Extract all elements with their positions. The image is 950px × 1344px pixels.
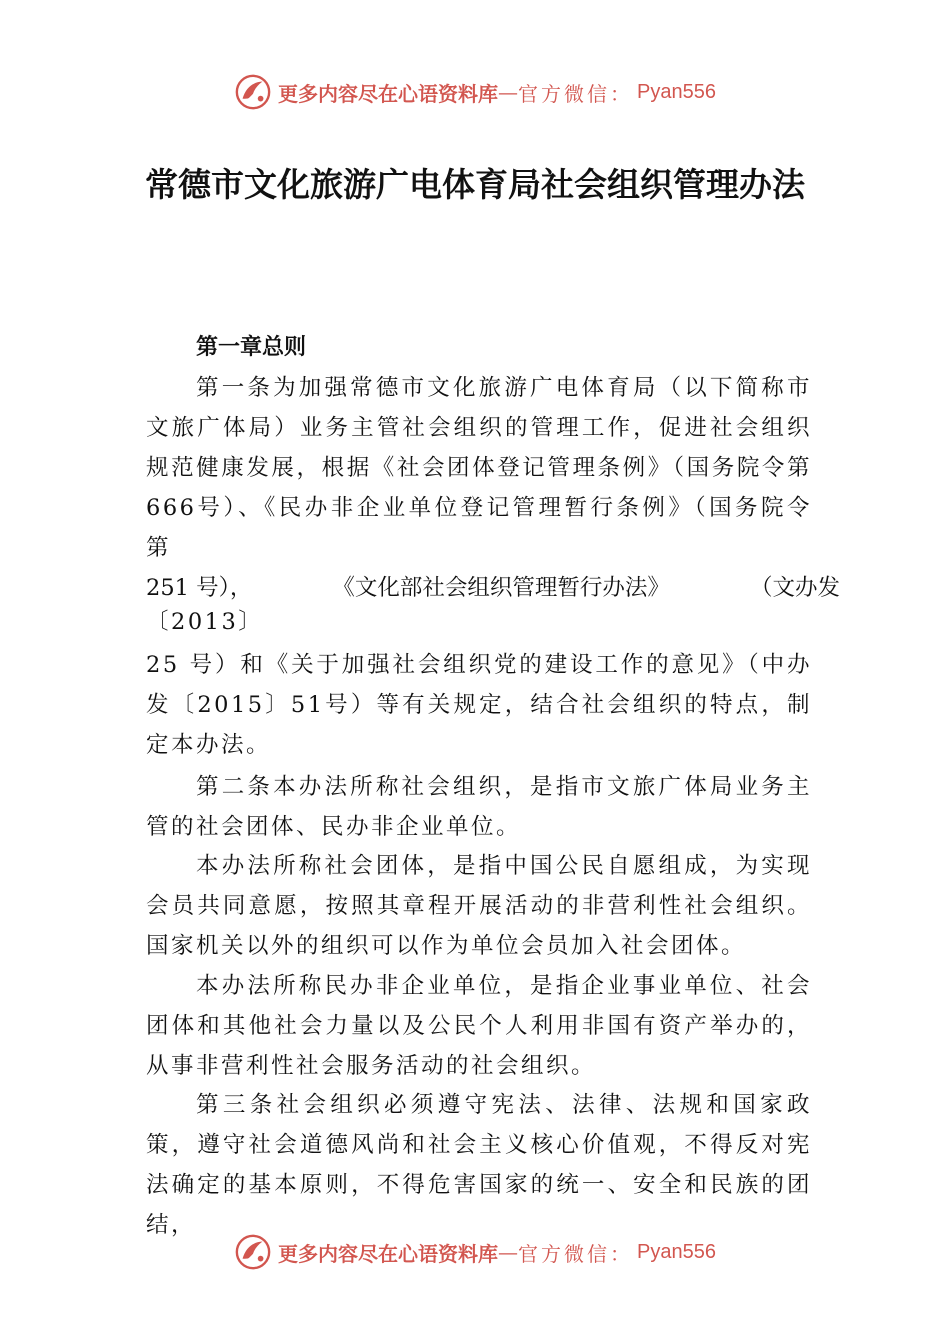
- article-1-line-251-seg-2: 《文化部社会组织管理暂行办法》: [332, 575, 670, 601]
- watermark-dash: —: [498, 80, 519, 104]
- watermark-wechat-id: Pyan556: [637, 1240, 716, 1263]
- chapter-heading: 第一章总则: [196, 335, 307, 360]
- logo-icon: [234, 1233, 272, 1271]
- watermark-wechat-label: 官方微信：: [518, 1241, 634, 1266]
- article-1-line-251: [146, 570, 840, 606]
- article-3: 第三条社会组织必须遵守宪法、法律、法规和国家政策，遵守社会道德风尚和社会主义核心价值观，不得反对宪法确定的基本原则，不得危害国家的统一、安全和民族的团结，: [146, 1092, 812, 1238]
- watermark-main-text: 更多内容尽在心语资料库: [278, 1241, 499, 1266]
- article-1-line-2013: 〔2013〕: [146, 609, 264, 635]
- social-group-definition: 本办法所称社会团体，是指中国公民自愿组成，为实现会员共同意愿，按照其章程开展活动的非营利性社会组织。 国家机关以外的组织可以作为单位会员加入社会团体。: [146, 853, 812, 959]
- watermark-dash: —: [498, 1240, 519, 1264]
- article-2: 第二条本办法所称社会组织，是指市文旅广体局业务主管的社会团体、民办非企业单位。: [146, 774, 812, 840]
- logo-icon: [234, 73, 272, 111]
- article-1-line-251-seg-3: （文办发: [749, 575, 840, 601]
- document-title: 常德市文化旅游广电体育局社会组织管理办法: [145, 165, 805, 204]
- watermark-footer: [0, 1232, 950, 1272]
- private-unit-definition: 本办法所称民办非企业单位，是指企业事业单位、社会团体和其他社会力量以及公民个人利用非国有资产举办的， 从事非营利性社会服务活动的社会组织。: [146, 973, 812, 1079]
- article-1-part-2: 25 号）和《关于加强社会组织党的建设工作的意见》（中办发〔2015〕51号）等有关规定，结合社会组织的特点，制定本办法。: [146, 652, 812, 758]
- article-1-line-251-seg-1: 251 号），: [146, 575, 253, 601]
- watermark-header: [0, 72, 950, 112]
- watermark-wechat-id: Pyan556: [637, 80, 716, 103]
- watermark-wechat-label: 官方微信：: [518, 81, 634, 106]
- article-1-part-1: 第一条为加强常德市文化旅游广电体育局（以下简称市文旅广体局）业务主管社会组织的管理工作，促进社会组织规范健康发展，根据《社会团体登记管理条例》（国务院令第666号）、《民办非企业单位登记管理暂行条例》（国务院令第: [146, 375, 812, 561]
- watermark-main-text: 更多内容尽在心语资料库: [278, 81, 499, 106]
